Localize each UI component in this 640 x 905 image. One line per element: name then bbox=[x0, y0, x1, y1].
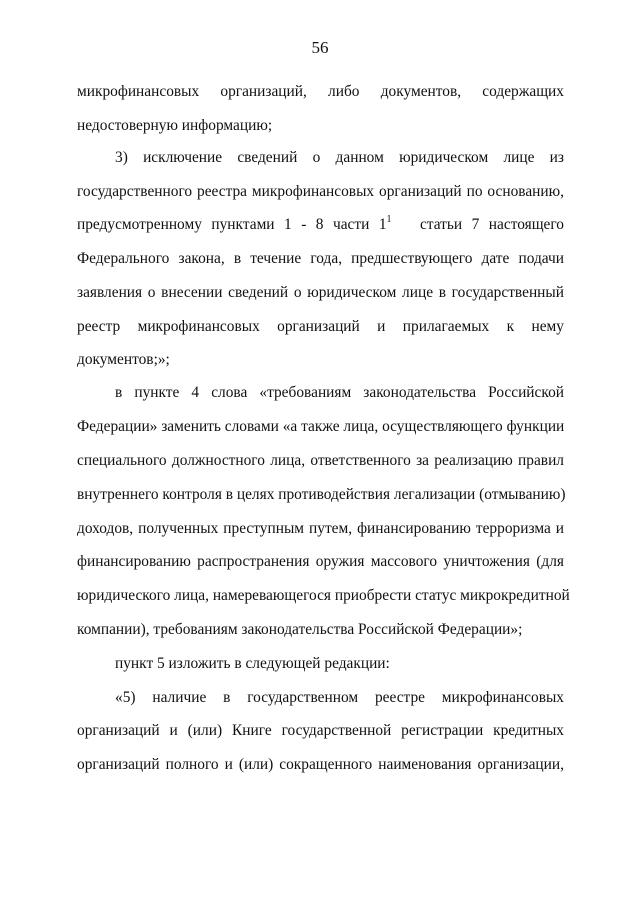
text-line: специального должностного лица, ответственного за реализацию правил bbox=[77, 452, 564, 469]
text-line: организаций полного и (или) сокращенного наименования организации, bbox=[77, 756, 564, 773]
text-line: документов;»; bbox=[77, 351, 170, 368]
text-line: «5) наличие в государственном реестре микрофинансовых bbox=[115, 689, 564, 706]
text-line: недостоверную информацию; bbox=[77, 117, 273, 134]
text-line: Федерации» заменить словами «а также лица, осуществляющего функции bbox=[77, 418, 565, 435]
text-line: заявления о внесении сведений о юридическом лице в государственный bbox=[77, 284, 564, 301]
text-line: реестр микрофинансовых организаций и прилагаемых к нему bbox=[77, 318, 564, 335]
text-line: пункт 5 изложить в следующей редакции: bbox=[115, 655, 390, 672]
text-line bbox=[77, 213, 565, 234]
text-fragment: статьи 7 настоящего bbox=[419, 216, 565, 233]
text-line: организаций и (или) Книге государственной регистрации кредитных bbox=[77, 722, 564, 739]
text-line: юридического лица, намеревающегося приобрести статус микрокредитной bbox=[77, 587, 570, 604]
text-line: микрофинансовых организаций, либо документов, содержащих bbox=[77, 83, 564, 100]
text-line: доходов, полученных преступным путем, финансированию терроризма и bbox=[77, 520, 564, 537]
text-line: государственного реестра микрофинансовых организаций по основанию, bbox=[77, 183, 564, 200]
text-fragment: предусмотренному пунктами 1 - 8 части 1 bbox=[77, 216, 387, 233]
text-line: компании), требованиям законодательства Российской Федерации»; bbox=[77, 621, 523, 638]
superscript: 1 bbox=[386, 213, 392, 225]
text-line: внутреннего контроля в целях противодействия легализации (отмыванию) bbox=[77, 486, 566, 503]
page-number: 56 bbox=[311, 38, 329, 57]
text-line: в пункте 4 слова «требованиям законодательства Российской bbox=[115, 384, 564, 401]
text-line: 3) исключение сведений о данном юридическом лице из bbox=[115, 149, 564, 166]
text-line: финансированию распространения оружия массового уничтожения (для bbox=[77, 553, 564, 570]
text-line: Федерального закона, в течение года, предшествующего дате подачи bbox=[77, 250, 564, 267]
